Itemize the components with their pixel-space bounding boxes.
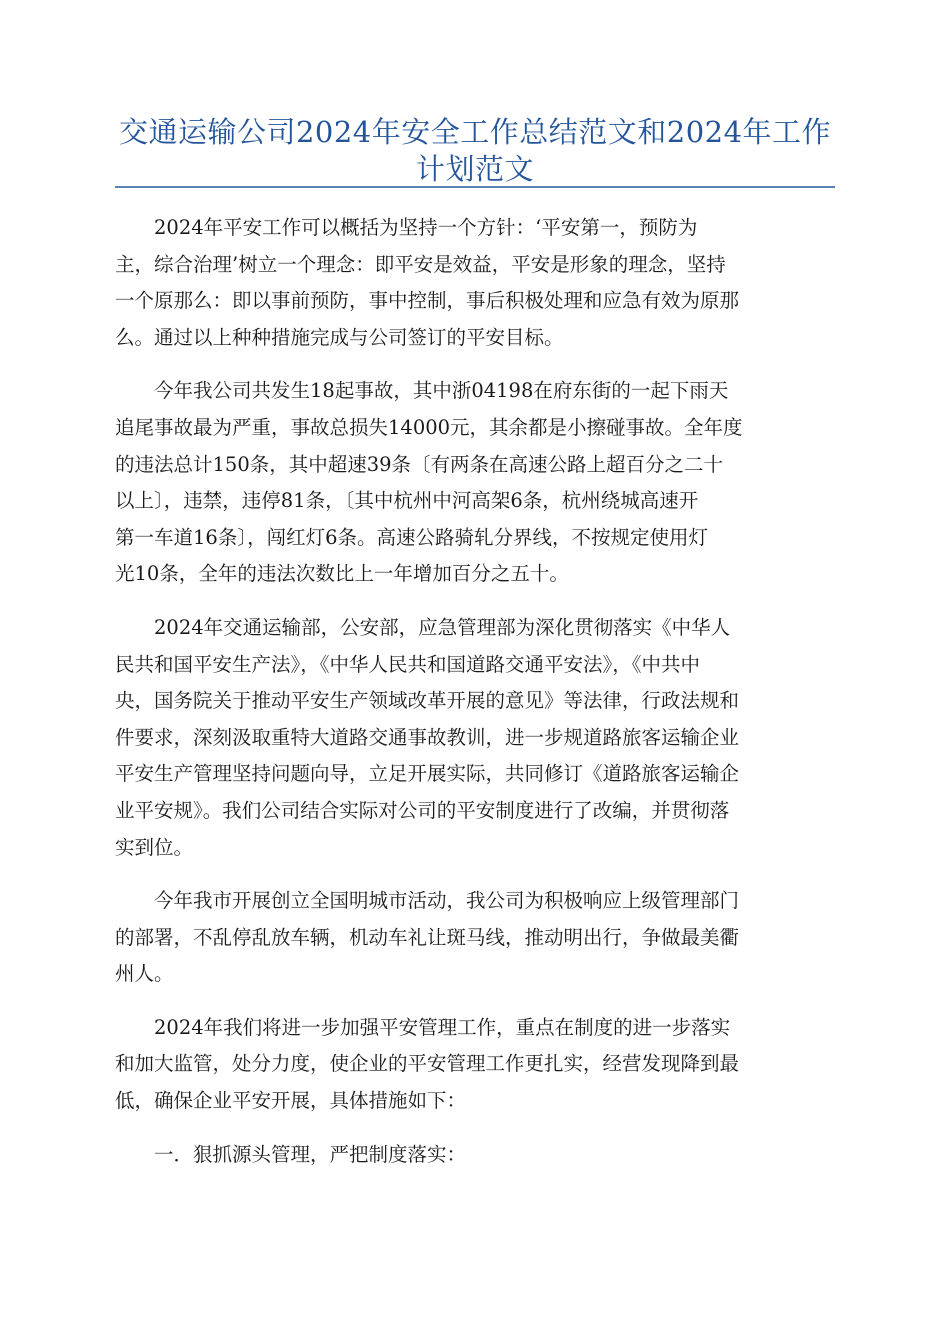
paragraph-line: 民共和国平安生产法》，《中华人民共和国道路交通平安法》，《中共中: [115, 652, 701, 676]
paragraph-line: 追尾事故最为严重，事故总损失14000元，其余都是小擦碰事故。全年度: [115, 415, 743, 439]
paragraph-line: 一．狠抓源头管理，严把制度落实：: [154, 1142, 467, 1166]
document-title: [115, 114, 835, 188]
paragraph-line: 和加大监管，处分力度，使企业的平安管理工作更扎实，经营发现降到最: [115, 1052, 740, 1076]
paragraph: [115, 373, 835, 593]
paragraph-line: 2024年交通运输部，公安部，应急管理部为深化贯彻落实《中华人: [154, 615, 731, 639]
paragraph: [115, 1010, 835, 1120]
paragraph-line: 实到位。: [115, 835, 194, 859]
paragraph-line: 么。通过以上种种措施完成与公司签订的平安目标。: [115, 325, 564, 349]
paragraph-line: 2024年我们将进一步加强平安管理工作，重点在制度的进一步落实: [154, 1015, 731, 1039]
paragraph: [115, 210, 835, 356]
paragraph-line: 一个原那么：即以事前预防，事中控制，事后积极处理和应急有效为原那: [115, 289, 740, 313]
title-underline: [115, 186, 835, 188]
paragraph-line: 央，国务院关于推动平安生产领域改革开展的意见》等法律，行政法规和: [115, 689, 740, 713]
paragraph-line: 今年我市开展创立全国明城市活动，我公司为积极响应上级管理部门: [154, 889, 740, 913]
paragraph: [115, 883, 835, 993]
title-line-2: 计划范文: [415, 152, 534, 186]
paragraph-line: 的违法总计150条，其中超速39条〔有两条在高速公路上超百分之二十: [115, 452, 724, 476]
paragraph: [115, 610, 835, 866]
document-body: [115, 210, 835, 1190]
paragraph-line: 以上〕，违禁，违停81条，〔其中杭州中河高架6条，杭州绕城高速开: [115, 489, 699, 513]
paragraph-line: 州人。: [115, 962, 174, 986]
paragraph-line: 今年我公司共发生18起事故，其中浙04198在府东街的一起下雨天: [154, 379, 729, 403]
paragraph-line: 的部署，不乱停乱放车辆，机动车礼让斑马线，推动明出行，争做最美衢: [115, 925, 740, 949]
paragraph-line: 光10条，全年的违法次数比上一年增加百分之五十。: [115, 562, 569, 586]
paragraph-line: 2024年平安工作可以概括为坚持一个方针：‘平安第一，预防为: [154, 216, 698, 239]
paragraph-line: 低，确保企业平安开展，具体措施如下：: [115, 1089, 467, 1113]
paragraph-line: 业平安规》。我们公司结合实际对公司的平安制度进行了改编，并贯彻落: [115, 798, 730, 822]
paragraph: [115, 1137, 835, 1174]
paragraph-line: 主，综合治理’树立一个理念：即平安是效益，平安是形象的理念，坚持: [115, 252, 726, 276]
paragraph-line: 第一车道16条〕，闯红灯6条。高速公路骑轧分界线，不按规定使用灯: [115, 525, 708, 549]
paragraph-line: 平安生产管理坚持问题向导，立足开展实际，共同修订《道路旅客运输企: [115, 762, 740, 786]
title-line-1: 交通运输公司2024年安全工作总结范文和2024年工作: [118, 115, 832, 149]
paragraph-line: 件要求，深刻汲取重特大道路交通事故教训，进一步规道路旅客运输企业: [115, 725, 740, 749]
